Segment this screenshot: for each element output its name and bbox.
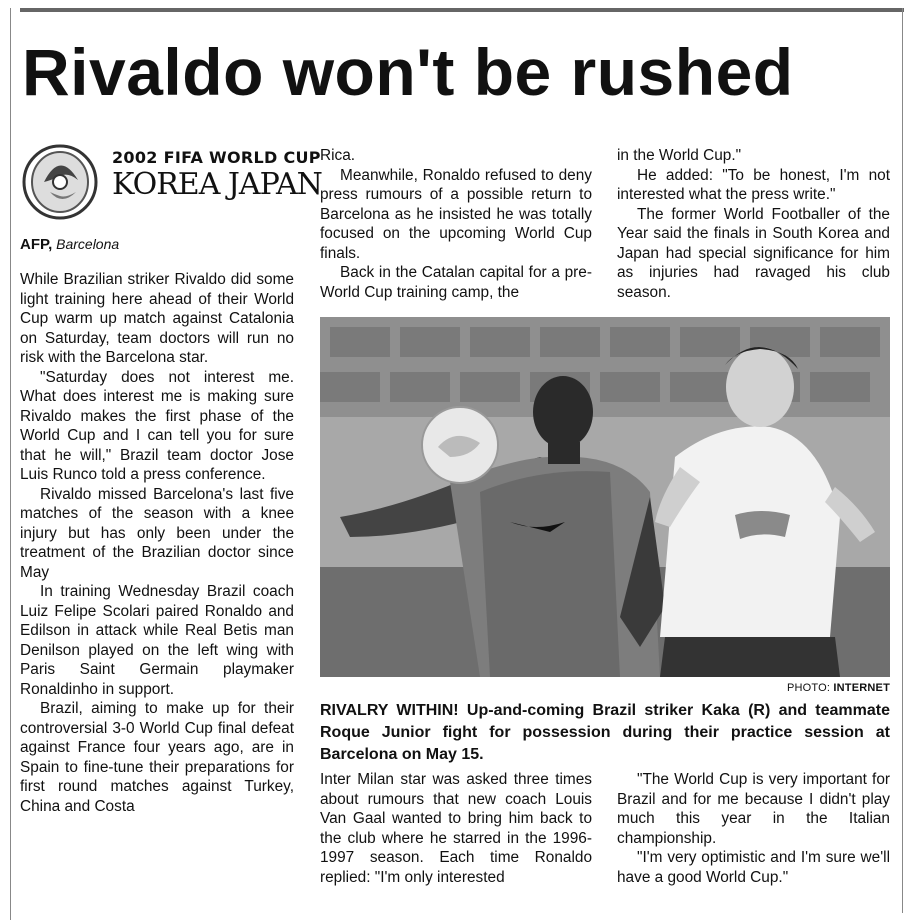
paragraph: in the World Cup." (617, 147, 742, 164)
article-column-2 (320, 146, 592, 302)
photo-credit (700, 682, 890, 694)
left-border-rule (10, 8, 11, 920)
headline: Rivaldo won't be rushed (22, 35, 794, 109)
dateline (20, 236, 119, 253)
article-column-4 (320, 770, 592, 887)
paragraph: He added: "To be honest, I'm not interested what the press write." (617, 166, 890, 203)
world-cup-logo (20, 142, 322, 222)
news-photo (320, 317, 890, 677)
logo-wordmark (112, 148, 322, 203)
paragraph: In training Wednesday Brazil coach Luiz Felipe Scolari paired Ronaldo and Edilson in attack while Real Betis man Denilson played on the left wing with Paris Saint Germain playmaker Ronaldinho in support. (20, 583, 294, 698)
paragraph: "The World Cup is very important for Brazil and for me because I didn't play much this year in the Italian championship. (617, 771, 890, 847)
top-rule (20, 8, 904, 12)
paragraph: Inter Milan star was asked three times about rumours that new coach Louis Van Gaal wanted to bring him back to the club where he starred in the 1996-1997 season. Each time Ronaldo replied: "I'm only interested (320, 771, 592, 886)
paragraph: Brazil, aiming to make up for their controversial 3-0 World Cup final defeat against France four years ago, are in Spain to fine-tune their preparations for first round matches against Turkey, China and Costa (20, 700, 294, 815)
photo-credit-source: INTERNET (833, 682, 890, 694)
dateline-agency: AFP, (20, 236, 53, 253)
photo-caption: RIVALRY WITHIN! Up-and-coming Brazil striker Kaka (R) and teammate Roque Junior fight for possession during their practice session at Barcelona on May 15. (320, 702, 890, 763)
trophy-emblem-icon (20, 142, 106, 222)
photo-credit-prefix: PHOTO: (786, 682, 831, 694)
dateline-place: Barcelona (56, 236, 120, 252)
article-column-1 (20, 270, 294, 816)
right-border-rule (902, 8, 903, 913)
paragraph: Rivaldo missed Barcelona's last five matches of the season with a knee injury but has only been under the treatment of the Brazilian doctor since May (20, 485, 294, 581)
logo-tournament-text: 2002 FIFA WORLD CUP (112, 148, 321, 167)
logo-hosts-text: KOREA JAPAN (112, 167, 322, 202)
paragraph: Rica. (320, 147, 356, 164)
paragraph: The former World Footballer of the Year said the finals in South Korea and Japan had special significance for him as injuries had ravaged his club season. (617, 205, 890, 301)
article-column-3 (617, 146, 890, 302)
paragraph: Back in the Catalan capital for a pre-World Cup training camp, the (320, 264, 592, 301)
article-column-5 (617, 770, 890, 887)
paragraph: "Saturday does not interest me. What does interest me is making sure Rivaldo makes the first phase of the World Cup and I can tell you for sure that he will," Brazil team doctor Jose Luis Runco told a press conference. (20, 368, 294, 483)
paragraph: Meanwhile, Ronaldo refused to deny press rumours of a possible return to Barcelona as he insisted he was totally focused on the upcoming World Cup finals. (320, 166, 592, 262)
paragraph: While Brazilian striker Rivaldo did some light training here ahead of their World Cup warm up match against Catalonia on Saturday, team doctors will run no risk with the Barcelona star. (20, 271, 294, 366)
paragraph: "I'm very optimistic and I'm sure we'll have a good World Cup." (617, 849, 890, 886)
